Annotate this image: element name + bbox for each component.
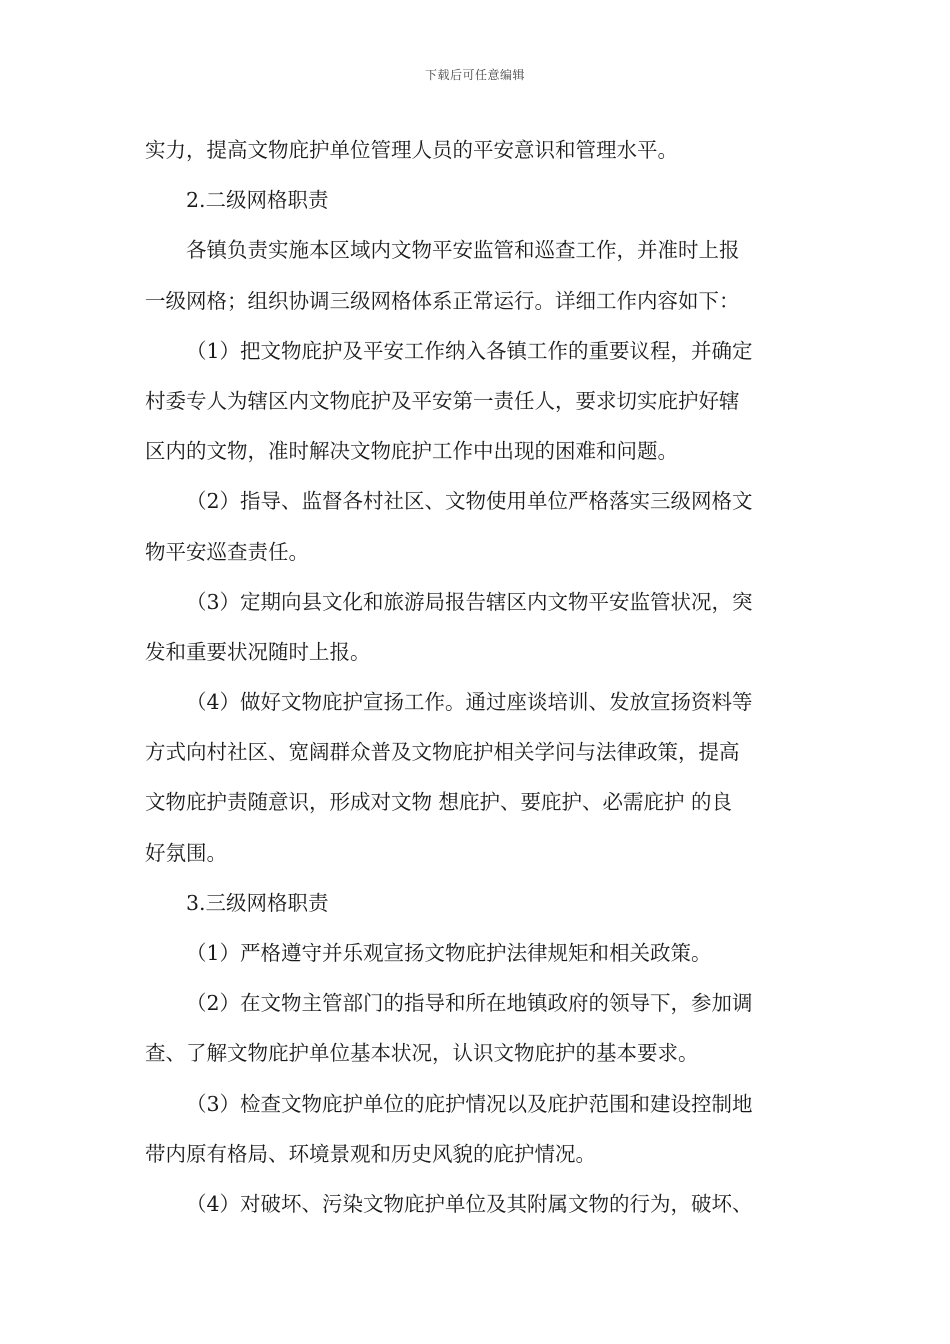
text-line-3: 各镇负责实施本区域内文物平安监管和巡查工作，并准时上报 bbox=[186, 238, 740, 263]
text-line-15: 好氛围。 bbox=[145, 840, 227, 865]
text-line-14: 文物庇护责随意识，形成对文物 想庇护、要庇护、必需庇护 的良 bbox=[145, 790, 733, 815]
text-line-7: 区内的文物，准时解决文物庇护工作中出现的困难和问题。 bbox=[145, 439, 678, 464]
page-header: 下载后可任意编辑 bbox=[424, 68, 525, 82]
text-line-9: 物平安巡查责任。 bbox=[145, 539, 309, 564]
text-line-21: 带内原有格局、环境景观和历史风貌的庇护情况。 bbox=[145, 1141, 596, 1166]
text-line-8: （2）指导、监督各村社区、文物使用单位严格落实三级网格文 bbox=[186, 489, 753, 514]
text-line-4: 一级网格；组织协调三级网格体系正常运行。详细工作内容如下： bbox=[145, 288, 740, 313]
text-line-1: 实力，提高文物庇护单位管理人员的平安意识和管理水平。 bbox=[145, 138, 678, 162]
text-line-12: （4）做好文物庇护宣扬工作。通过座谈培训、发放宣扬资料等 bbox=[186, 690, 753, 715]
text-line-10: （3）定期向县文化和旅游局报告辖区内文物平安监管状况，突 bbox=[186, 589, 753, 614]
text-line-11: 发和重要状况随时上报。 bbox=[145, 639, 371, 664]
text-line-19: 查、了解文物庇护单位基本状况，认识文物庇护的基本要求。 bbox=[145, 1041, 699, 1066]
text-line-20: （3）检查文物庇护单位的庇护情况以及庇护范围和建设控制地 bbox=[186, 1091, 753, 1116]
section-heading-level-3: 3.三级网格职责 bbox=[186, 890, 329, 915]
text-line-13: 方式向村社区、宽阔群众普及文物庇护相关学问与法律政策，提高 bbox=[145, 740, 740, 765]
text-line-22: （4）对破坏、污染文物庇护单位及其附属文物的行为，破坏、 bbox=[186, 1191, 753, 1216]
text-line-5: （1）把文物庇护及平安工作纳入各镇工作的重要议程，并确定 bbox=[186, 338, 753, 363]
section-heading-level-2: 2.二级网格职责 bbox=[186, 188, 329, 213]
text-line-17: （1）严格遵守并乐观宣扬文物庇护法律规矩和相关政策。 bbox=[186, 941, 712, 965]
document-body bbox=[145, 125, 805, 1229]
text-line-18: （2）在文物主管部门的指导和所在地镇政府的领导下，参加调 bbox=[186, 991, 753, 1016]
text-line-6: 村委专人为辖区内文物庇护及平安第一责任人，要求切实庇护好辖 bbox=[145, 388, 740, 413]
